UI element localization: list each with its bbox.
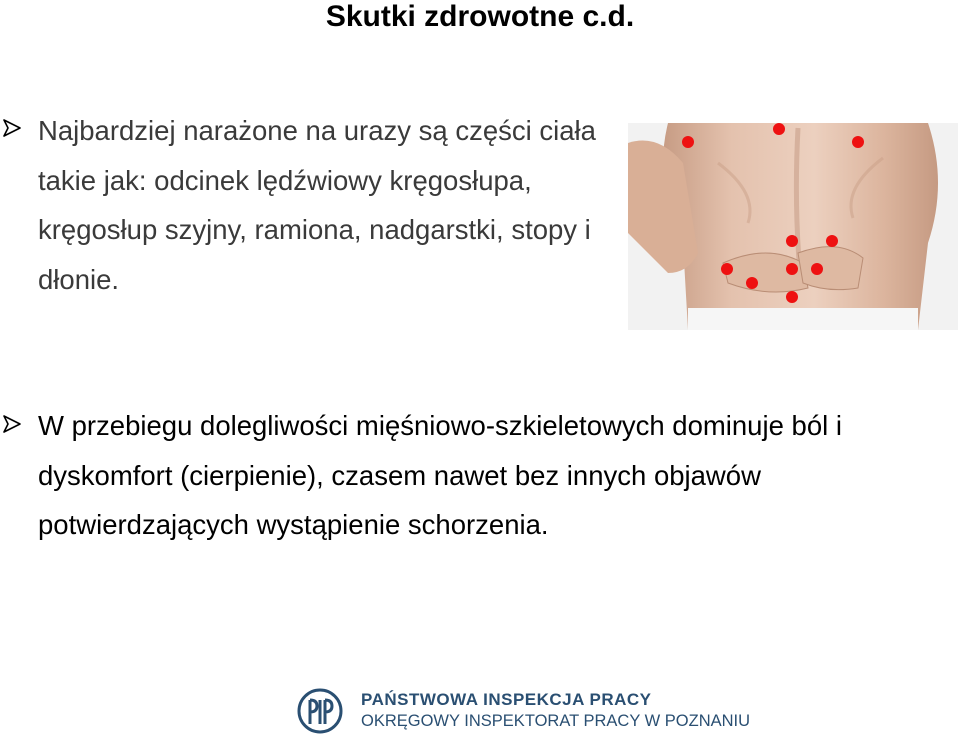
org-subname: OKRĘGOWY INSPEKTORAT PRACY W POZNANIU bbox=[361, 712, 751, 730]
org-name: PAŃSTWOWA INSPEKCJA PRACY bbox=[361, 690, 652, 709]
pip-logo-icon bbox=[297, 688, 343, 734]
slide-title: Skutki zdrowotne c.d. bbox=[325, 0, 635, 33]
back-pain-photo bbox=[628, 123, 958, 330]
arrowhead-bullet-icon bbox=[2, 118, 22, 138]
arrowhead-bullet-icon bbox=[2, 414, 22, 434]
paragraph-body-parts: Najbardziej narażone na urazy są części ciała takie jak: odcinek lędźwiowy kręgosłupa, kręgosłup szyjny, ramiona, nadgarstki, stopy i dłonie. bbox=[38, 115, 596, 296]
paragraph-symptoms: W przebiegu dolegliwości mięśniowo-szkieletowych dominuje ból i dyskomfort (cierpienie), czasem nawet bez innych objawów potwierdzających wystąpienie schorzenia. bbox=[38, 410, 842, 541]
